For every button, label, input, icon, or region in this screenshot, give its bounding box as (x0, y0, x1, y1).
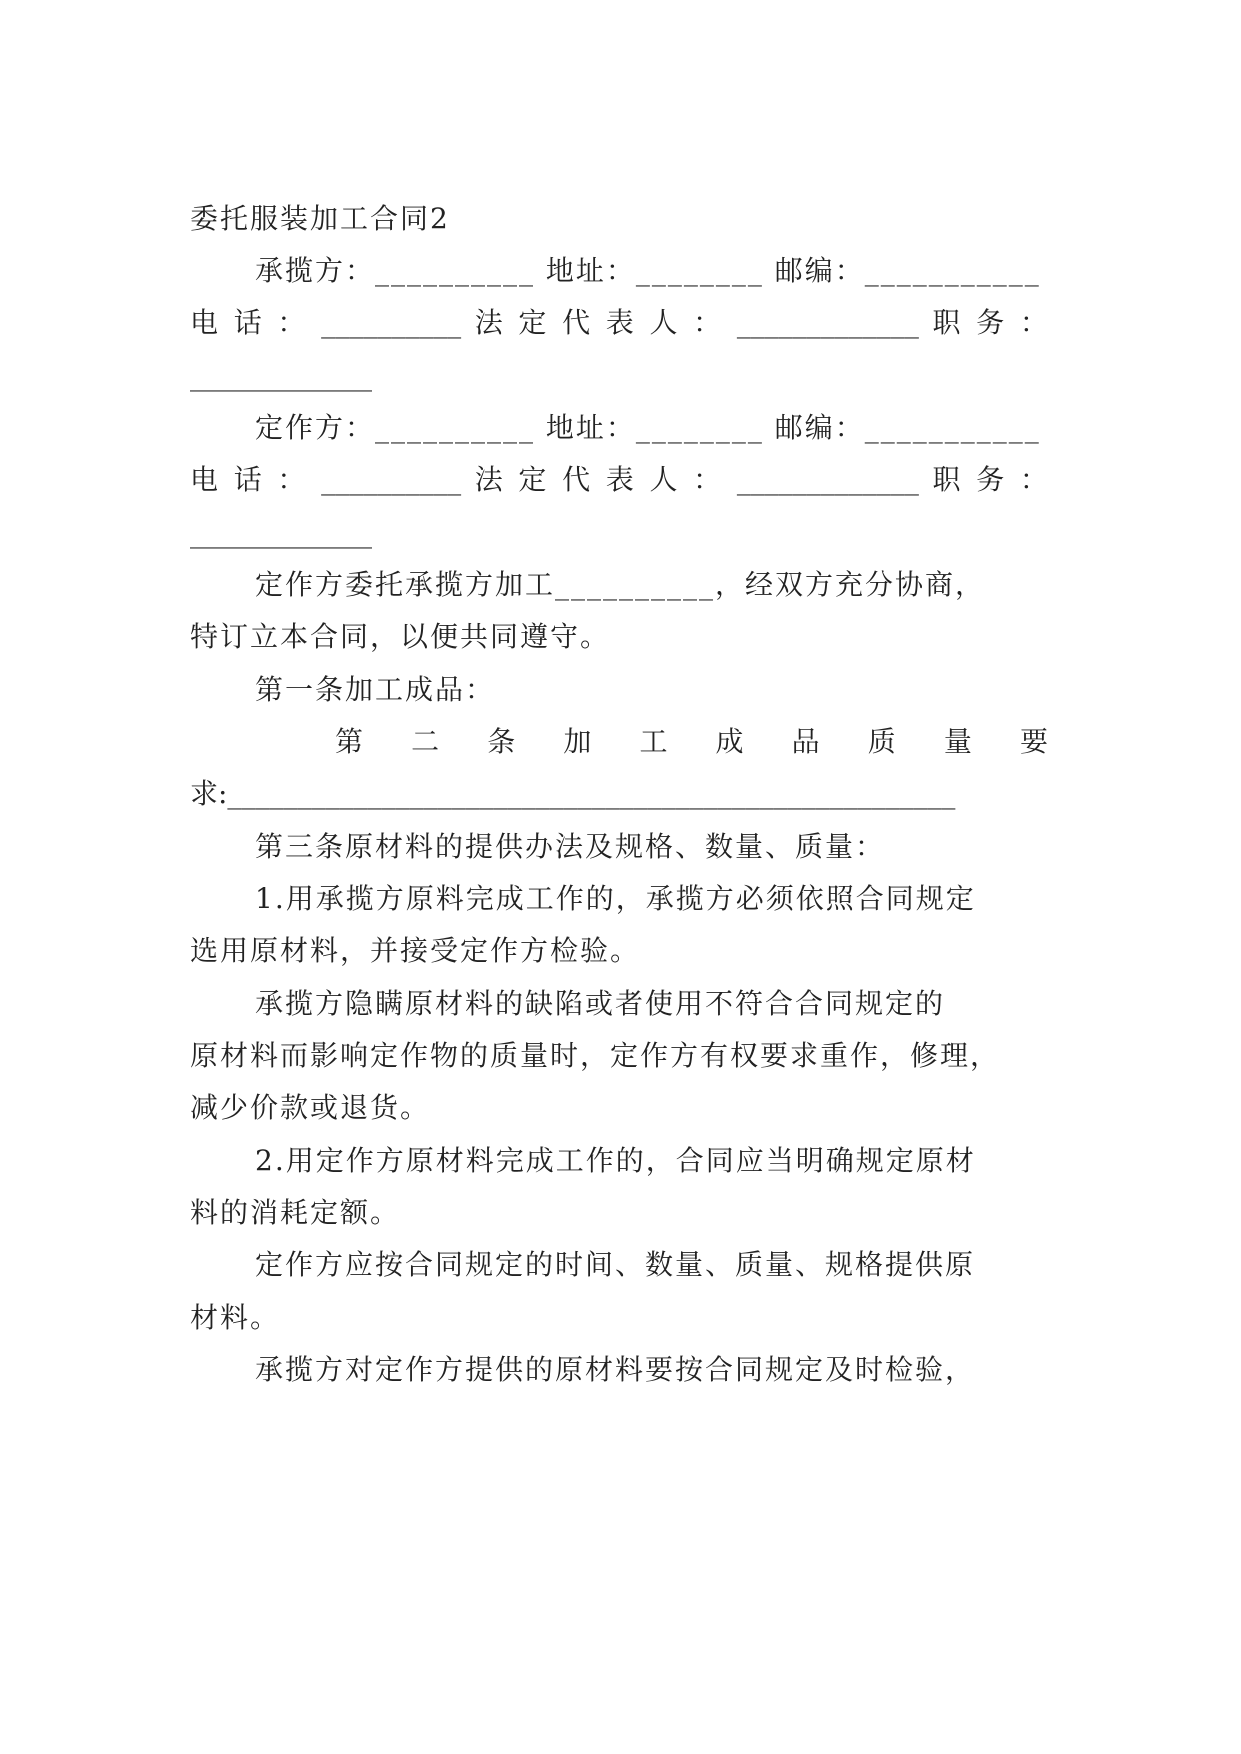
party-a-phone-label-1: 电 (190, 306, 221, 339)
party-b-phone-label-2: 话 (233, 463, 264, 496)
party-a-phone-blank: __________ (321, 306, 462, 339)
article3-p2-line2: 原材料而影响定作物的质量时，定作方有权要求重作，修理， (190, 1039, 1001, 1072)
party-a-rep-label-2: 定 (518, 306, 549, 339)
article2-char-6: 成 (715, 725, 746, 758)
intro-line2: 特订立本合同，以便共同遵守。 (190, 620, 611, 653)
article3-heading: 第三条原材料的提供办法及规格、数量、质量： (255, 830, 886, 863)
party-a-title-blank: _____________ (190, 359, 372, 392)
party-b-phone-blank: __________ (321, 463, 462, 496)
party-a-line2 (190, 303, 1050, 343)
article3-p4-line2: 材料。 (190, 1301, 281, 1334)
party-b-title-colon: ： (1019, 463, 1050, 496)
party-b-rep-colon: ： (693, 463, 724, 496)
article3-item2-line1: 2.用定作方原材料完成工作的，合同应当明确规定原材 (255, 1144, 976, 1177)
party-b-phone-colon: ： (277, 463, 308, 496)
article2-char-3: 条 (487, 725, 518, 758)
party-b-rep-label-4: 表 (605, 463, 636, 496)
article3-p4-line1: 定作方应按合同规定的时间、数量、质量、规格提供原 (255, 1248, 976, 1281)
party-a-rep-label-3: 代 (562, 306, 593, 339)
party-a-phone-colon: ： (277, 306, 308, 339)
party-a-title-colon: ： (1019, 306, 1050, 339)
article2-char-1: 第 (335, 725, 366, 758)
party-a-title-label-2: 务 (976, 306, 1007, 339)
party-a-rep-label-5: 人 (649, 306, 680, 339)
article3-p2-line1: 承揽方隐瞒原材料的缺陷或者使用不符合合同规定的 (255, 987, 946, 1020)
article1-heading: 第一条加工成品： (255, 673, 496, 706)
article2-char-9: 量 (943, 725, 974, 758)
article2-char-2: 二 (411, 725, 442, 758)
document-title: 委托服装加工合同2 (190, 202, 450, 235)
party-b-rep-label-2: 定 (518, 463, 549, 496)
article2-char-5: 工 (639, 725, 670, 758)
article2-line1 (335, 722, 1050, 762)
party-b-title-label-1: 职 (932, 463, 963, 496)
party-b-rep-blank: _____________ (736, 463, 919, 496)
article2-char-8: 质 (867, 725, 898, 758)
party-a-phone-label-2: 话 (233, 306, 264, 339)
party-a-rep-label-4: 表 (605, 306, 636, 339)
party-b-rep-label-1: 法 (474, 463, 505, 496)
party-a-rep-label-1: 法 (474, 306, 505, 339)
article3-p2-line3: 减少价款或退货。 (190, 1091, 431, 1124)
article3-p5-line1: 承揽方对定作方提供的原材料要按合同规定及时检验， (255, 1353, 976, 1386)
intro-line1: 定作方委托承揽方加工__________，经双方充分协商， (255, 568, 986, 601)
article2-line2: 求:____________________________________________________ (190, 777, 956, 810)
party-b-rep-label-5: 人 (649, 463, 680, 496)
article2-char-7: 品 (791, 725, 822, 758)
party-b-line1: 定作方：__________ 地址：________ 邮编：___________ (255, 411, 1041, 444)
party-b-rep-label-3: 代 (562, 463, 593, 496)
party-b-title-label-2: 务 (976, 463, 1007, 496)
article2-char-4: 加 (563, 725, 594, 758)
party-b-phone-label-1: 电 (190, 463, 221, 496)
party-a-line1: 承揽方：__________ 地址：________ 邮编：___________ (255, 254, 1041, 287)
party-b-title-blank: _____________ (190, 516, 372, 549)
party-a-rep-colon: ： (693, 306, 724, 339)
party-a-title-label-1: 职 (932, 306, 963, 339)
article3-item1-line1: 1.用承揽方原料完成工作的，承揽方必须依照合同规定 (255, 882, 976, 915)
article3-item1-line2: 选用原材料，并接受定作方检验。 (190, 934, 641, 967)
party-b-line2 (190, 460, 1050, 500)
article3-item2-line2: 料的消耗定额。 (190, 1196, 401, 1229)
article2-char-10: 要 (1019, 725, 1050, 758)
party-a-rep-blank: _____________ (736, 306, 919, 339)
